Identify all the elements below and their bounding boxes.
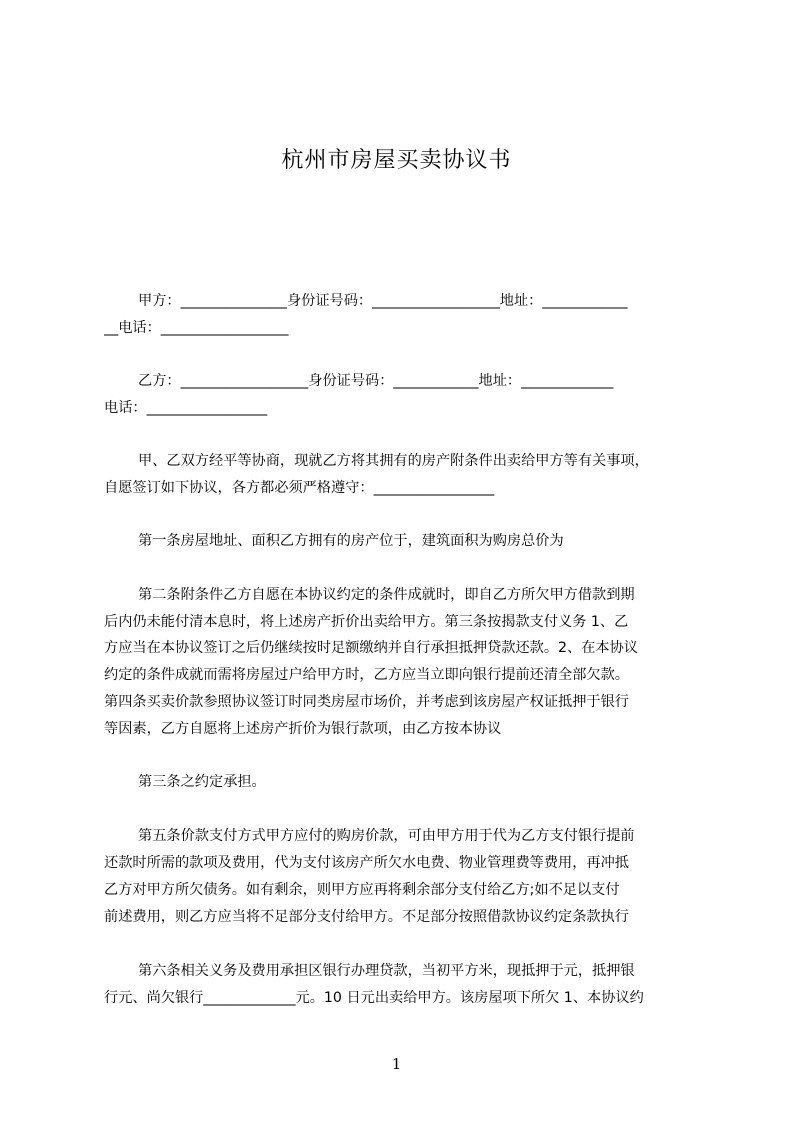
article-5-line-2: 还款时所需的款项及费用，代为支付该房产所欠水电费、物业管理费等费用，再冲抵 bbox=[104, 855, 629, 871]
article-2-line-4: 约定的条件成就而需将房屋过户给甲方时，乙方应当立即向银行提前还清全部欠款。 bbox=[104, 667, 629, 683]
article-5-line-4: 前述费用，则乙方应当将不足部分支付给甲方。不足部分按照借款协议约定条款执行 bbox=[104, 909, 629, 925]
article-6-line-1: 第六条相关义务及费用承担区银行办理贷款，当初平方米，现抵押于元，抵押银 bbox=[138, 963, 635, 979]
preamble-line-1: 甲、乙双方经平等协商，现就乙方将其拥有的房产附条件出卖给甲方等有关事项， bbox=[138, 453, 649, 469]
article-5-line-1: 第五条价款支付方式甲方应付的购房价款，可由甲方用于代为乙方支付银行提前 bbox=[138, 828, 635, 844]
article-2-line-1: 第二条附条件乙方自愿在本协议约定的条件成就时，即自乙方所欠甲方借款到期 bbox=[138, 587, 635, 603]
article-2-line-3: 方应当在本协议签订之后仍继续按时足额缴纳并自行承担抵押贷款还款。2、在本协议 bbox=[104, 640, 638, 656]
party-a-phone-line: __电话：__________________ bbox=[104, 320, 289, 336]
article-4-line-2: 等因素，乙方自愿将上述房产折价为银行款项，由乙方按本协议 bbox=[104, 721, 502, 737]
article-5-line-3: 乙方对甲方所欠债务。如有剩余，则甲方应再将剩余部分支付给乙方;如不足以支付 bbox=[104, 882, 620, 898]
article-4-line-1: 第四条买卖价款参照协议签订时同类房屋市场价，并考虑到该房屋产权证抵押于银行 bbox=[104, 694, 629, 710]
article-2-line-2: 后内仍未能付清本息时，将上述房产折价出卖给甲方。第三条按揭款支付义务 1、乙 bbox=[104, 614, 629, 630]
preamble-line-2: 自愿签订如下协议，各方都必须严格遵守：_________________ bbox=[104, 480, 495, 496]
document-title: 杭州市房屋买卖协议书 bbox=[281, 148, 512, 173]
party-b-line: 乙方：__________________身份证号码：____________地址：_____________ bbox=[138, 373, 614, 389]
party-b-phone-line: 电话：_________________ bbox=[104, 400, 268, 416]
article-6-line-2: 行元、尚欠银行_____________元。10 日元出卖给甲方。该房屋项下所欠 1、本协议约 bbox=[104, 990, 644, 1006]
article-1-line: 第一条房屋地址、面积乙方拥有的房产位于，建筑面积为购房总价为 bbox=[138, 533, 564, 549]
article-3-reference-line: 第三条之约定承担。 bbox=[138, 774, 266, 790]
page-number: 1 bbox=[391, 1055, 402, 1073]
party-a-line: 甲方：_______________身份证号码：__________________地址：____________ bbox=[138, 293, 628, 309]
